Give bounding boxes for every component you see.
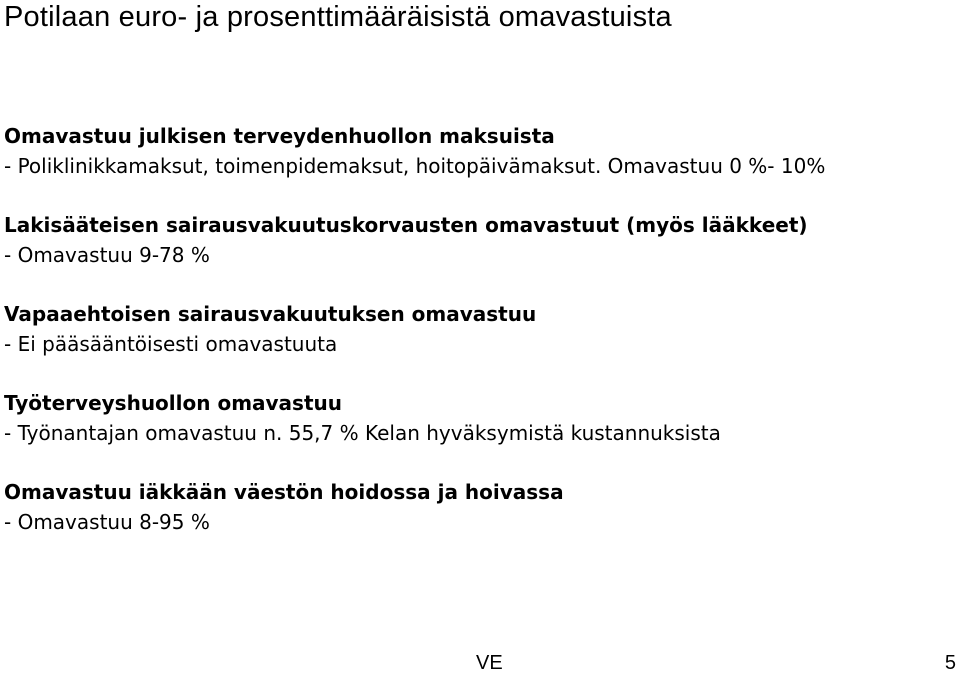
section-voluntary-insurance [4, 299, 954, 359]
section-statutory-insurance [4, 210, 954, 270]
section-heading: Lakisääteisen sairausvakuutuskorvausten omavastuut (myös lääkkeet) [4, 213, 808, 237]
section-occupational-health [4, 388, 954, 448]
section-heading: Työterveyshuollon omavastuu [4, 391, 342, 415]
footer-label: VE [476, 652, 503, 674]
section-spacer [4, 359, 954, 388]
section-detail: - Työnantajan omavastuu n. 55,7 % Kelan hyväksymistä kustannuksista [4, 421, 721, 445]
section-spacer [4, 448, 954, 477]
section-public-healthcare-fees [4, 121, 954, 181]
page-title: Potilaan euro- ja prosenttimääräisistä omavastuista [4, 1, 672, 33]
section-detail: - Omavastuu 8-95 % [4, 510, 210, 534]
section-spacer [4, 181, 954, 210]
section-detail: - Ei pääsääntöisesti omavastuuta [4, 332, 338, 356]
section-elderly-care [4, 477, 954, 537]
section-heading: Vapaaehtoisen sairausvakuutuksen omavastuu [4, 302, 537, 326]
section-heading: Omavastuu julkisen terveydenhuollon maksuista [4, 124, 555, 148]
section-spacer [4, 270, 954, 299]
page-number: 5 [944, 652, 956, 674]
section-heading: Omavastuu iäkkään väestön hoidossa ja hoivassa [4, 480, 564, 504]
section-detail: - Omavastuu 9-78 % [4, 243, 210, 267]
section-detail: - Poliklinikkamaksut, toimenpidemaksut, hoitopäivämaksut. Omavastuu 0 %- 10% [4, 154, 826, 178]
content-sections [4, 121, 954, 537]
